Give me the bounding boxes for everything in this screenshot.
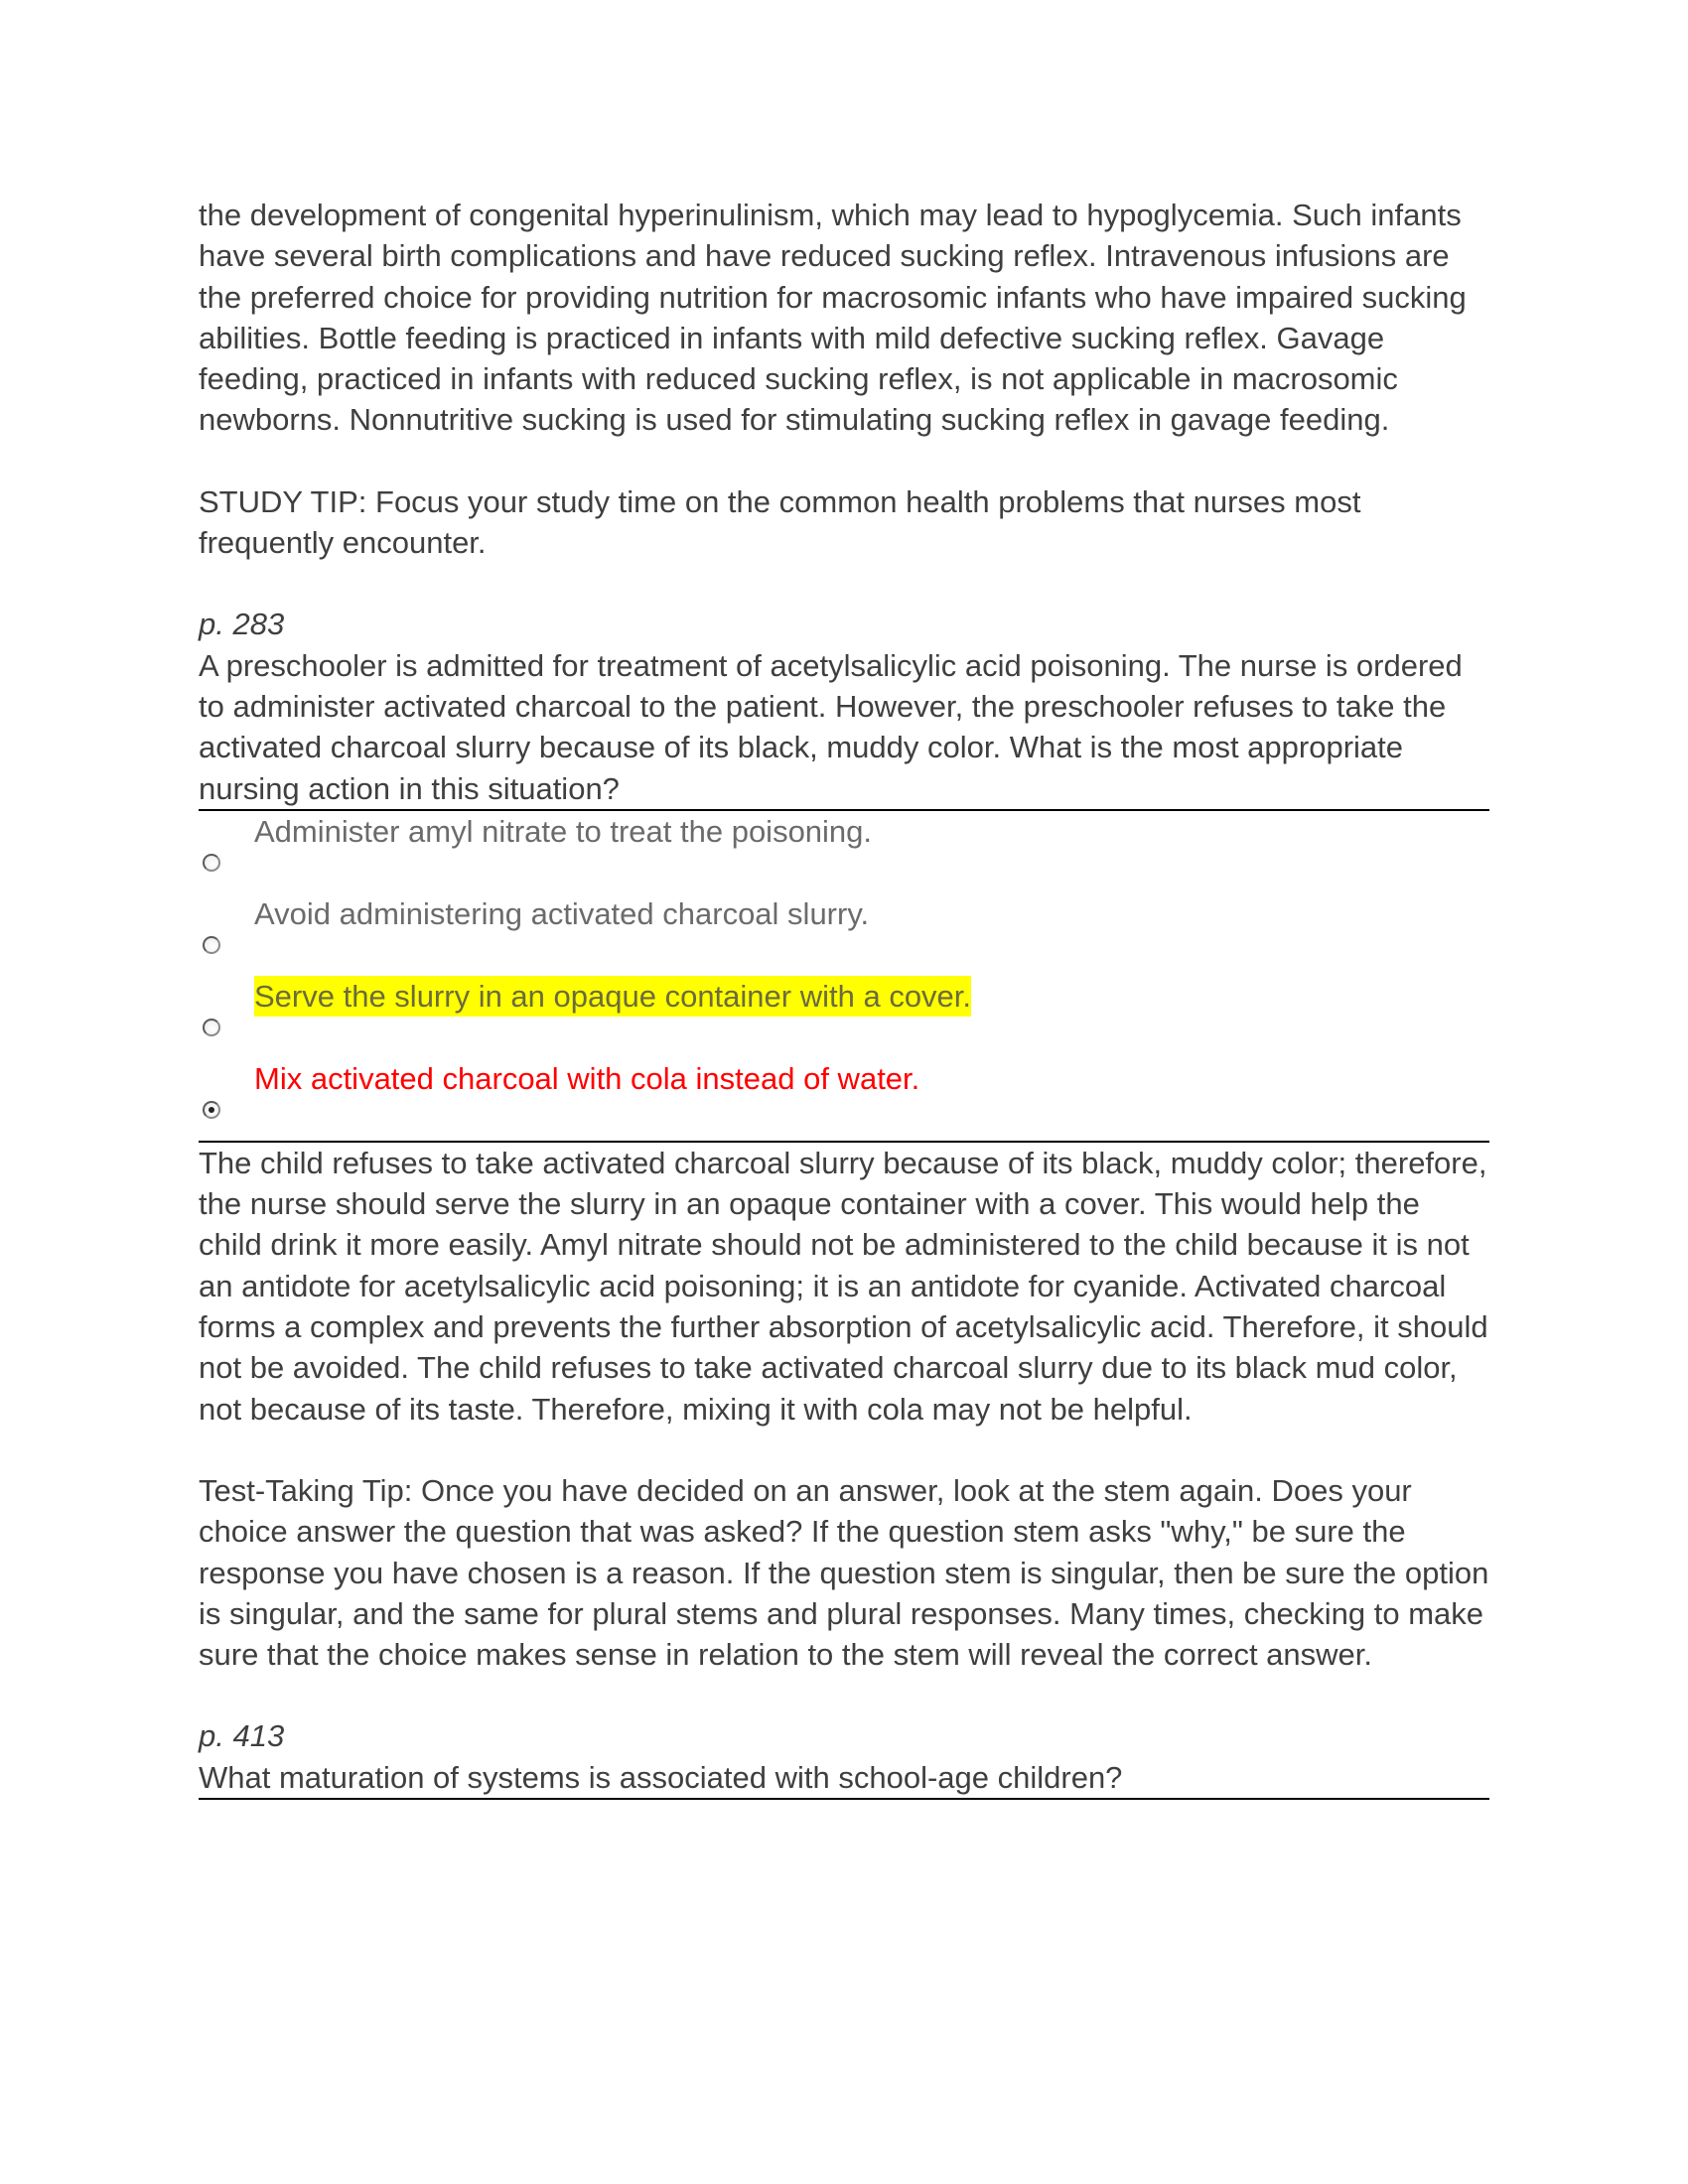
answer-option-selected[interactable] [199,1058,1489,1141]
study-tip: STUDY TIP: Focus your study time on the common health problems that nurses most frequently encounter. [199,483,1361,561]
rationale: The child refuses to take activated charcoal slurry because of its black, muddy color; therefore, the nurse should serve the slurry in an opaque container with a cover. This would help the child drink it more easily. Amyl nitrate should not be administered to the child because it is not an antidote for acetylsalicylic acid poisoning; it is an antidote for cyanide. Activated charcoal forms a complex and prevents the further absorption of acetylsalicylic acid. Therefore, it should not be avoided. The child refuses to take activated charcoal slurry due to its black mud color, not because of its taste. Therefore, mixing it with cola may not be helpful. [199,1145,1488,1427]
radio-button[interactable] [203,854,220,872]
answer-option-correct[interactable] [199,976,1489,1058]
answer-options [199,811,1489,1141]
answer-option-label-incorrect: Mix activated charcoal with cola instead of water. [254,1060,920,1096]
answer-option-label: Administer amyl nitrate to treat the poisoning. [254,813,873,849]
answer-option-label: Avoid administering activated charcoal slurry. [254,895,870,931]
spacer [199,1675,1489,1715]
answer-option-label-correct: Serve the slurry in an opaque container with a cover. [254,976,971,1017]
answer-option[interactable] [199,811,1489,893]
page-reference: p. 283 [199,607,285,642]
question-block-1 [199,604,1489,1715]
intro-paragraph: the development of congenital hyperinulinism, which may lead to hypoglycemia. Such infants have several birth complications and have reduced sucking reflex. Intravenous infusions are the preferred choice for providing nutrition for macrosomic infants who have impaired sucking abilities. Bottle feeding is practiced in infants with mild defective sucking reflex. Gavage feeding, practiced in infants with reduced sucking reflex, is not applicable in macrosomic newborns. Nonnutritive sucking is used for stimulating sucking reflex in gavage feeding. [199,198,1467,438]
page-reference: p. 413 [199,1718,285,1754]
radio-button-selected[interactable] [203,1101,220,1119]
spacer [199,1430,1489,1470]
question-stem: A preschooler is admitted for treatment of acetylsalicylic acid poisoning. The nurse is ordered to administer activated charcoal to the patient. However, the preschooler refuses to take the activated charcoal slurry because of its black, muddy color. What is the most appropriate nursing action in this situation? [199,645,1489,811]
radio-button[interactable] [203,936,220,954]
radio-button[interactable] [203,1019,220,1036]
answer-option[interactable] [199,893,1489,976]
spacer [199,441,1489,481]
document-page [199,195,1489,1800]
question-block-2 [199,1715,1489,1800]
test-taking-tip: Test-Taking Tip: Once you have decided on an answer, look at the stem again. Does your choice answer the question that was asked? If the question stem asks "why," be sure the response you have chosen is a reason. If the question stem is singular, then be sure the option is singular, and the same for plural stems and plural responses. Many times, checking to make sure that the choice makes sense in relation to the stem will reveal the correct answer. [199,1472,1489,1673]
question-stem: What maturation of systems is associated with school-age children? [199,1757,1489,1800]
spacer [199,563,1489,604]
